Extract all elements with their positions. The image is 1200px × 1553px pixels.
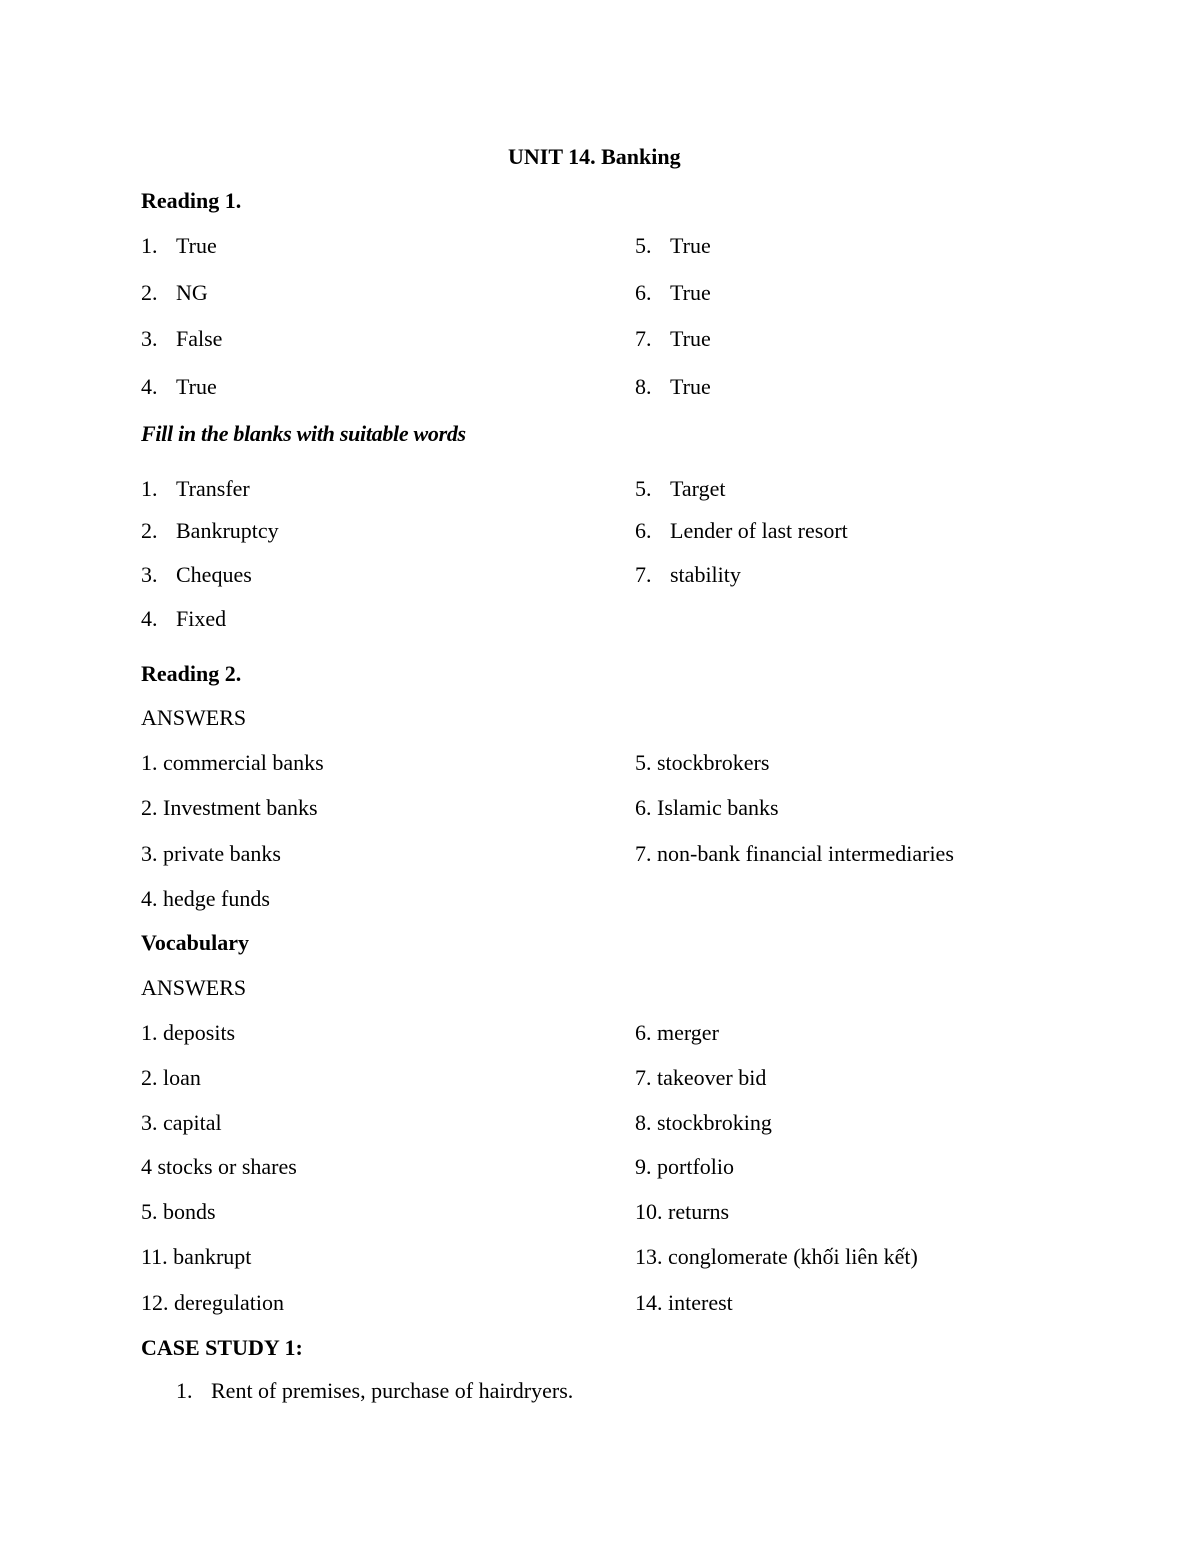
list-item: 4. hedge funds xyxy=(141,886,270,911)
item-text: Cheques xyxy=(176,562,252,587)
item-number: 6. xyxy=(635,280,652,305)
list-item: 3. capital xyxy=(141,1110,222,1135)
list-item: 8. stockbroking xyxy=(635,1110,772,1135)
item-number: 3. xyxy=(141,326,158,351)
list-item: 9. portfolio xyxy=(635,1154,734,1179)
reading2-answers-label: ANSWERS xyxy=(141,705,247,730)
item-number: 1. xyxy=(176,1378,193,1403)
item-number: 4. xyxy=(141,374,158,399)
vocabulary-answers-label: ANSWERS xyxy=(141,975,247,1000)
list-item: 4 stocks or shares xyxy=(141,1154,297,1179)
item-number: 7. xyxy=(635,326,652,351)
item-number: 1. xyxy=(141,476,158,501)
item-number: 6. xyxy=(635,518,652,543)
item-text: Lender of last resort xyxy=(670,518,848,543)
item-number: 4. xyxy=(141,606,158,631)
vocabulary-heading: Vocabulary xyxy=(141,930,249,955)
page-title: UNIT 14. Banking xyxy=(508,144,681,169)
item-number: 8. xyxy=(635,374,652,399)
fill-blanks-heading: Fill in the blanks with suitable words xyxy=(141,421,466,446)
item-text: stability xyxy=(670,562,741,587)
item-text: True xyxy=(670,326,711,351)
list-item: 2. Investment banks xyxy=(141,795,318,820)
item-number: 2. xyxy=(141,280,158,305)
list-item: 1. deposits xyxy=(141,1020,236,1045)
list-item: 5. stockbrokers xyxy=(635,750,770,775)
case-study-heading: CASE STUDY 1: xyxy=(141,1335,303,1360)
item-number: 5. xyxy=(635,476,652,501)
item-text: Fixed xyxy=(176,606,227,631)
item-text: True xyxy=(176,233,217,258)
list-item: 14. interest xyxy=(635,1290,733,1315)
item-text: Target xyxy=(670,476,726,501)
list-item: 6. merger xyxy=(635,1020,719,1045)
item-text: True xyxy=(176,374,217,399)
item-number: 5. xyxy=(635,233,652,258)
list-item: 11. bankrupt xyxy=(141,1244,252,1269)
item-text: NG xyxy=(176,280,208,305)
item-text: Bankruptcy xyxy=(176,518,279,543)
list-item: 5. bonds xyxy=(141,1199,216,1224)
list-item: 1. commercial banks xyxy=(141,750,324,775)
item-text: Rent of premises, purchase of hairdryers. xyxy=(211,1378,574,1403)
item-text: True xyxy=(670,280,711,305)
item-number: 3. xyxy=(141,562,158,587)
item-number: 2. xyxy=(141,518,158,543)
list-item: 10. returns xyxy=(635,1199,730,1224)
list-item: 7. takeover bid xyxy=(635,1065,767,1090)
item-text: True xyxy=(670,374,711,399)
list-item: 3. private banks xyxy=(141,841,281,866)
list-item: 13. conglomerate (khối liên kết) xyxy=(635,1244,918,1269)
item-number: 1. xyxy=(141,233,158,258)
list-item: 7. non-bank financial intermediaries xyxy=(635,841,954,866)
reading2-heading: Reading 2. xyxy=(141,661,242,686)
item-number: 7. xyxy=(635,562,652,587)
list-item: 2. loan xyxy=(141,1065,201,1090)
reading1-heading: Reading 1. xyxy=(141,188,242,213)
item-text: True xyxy=(670,233,711,258)
item-text: Transfer xyxy=(176,476,250,501)
list-item: 6. Islamic banks xyxy=(635,795,779,820)
item-text: False xyxy=(176,326,223,351)
list-item: 12. deregulation xyxy=(141,1290,284,1315)
